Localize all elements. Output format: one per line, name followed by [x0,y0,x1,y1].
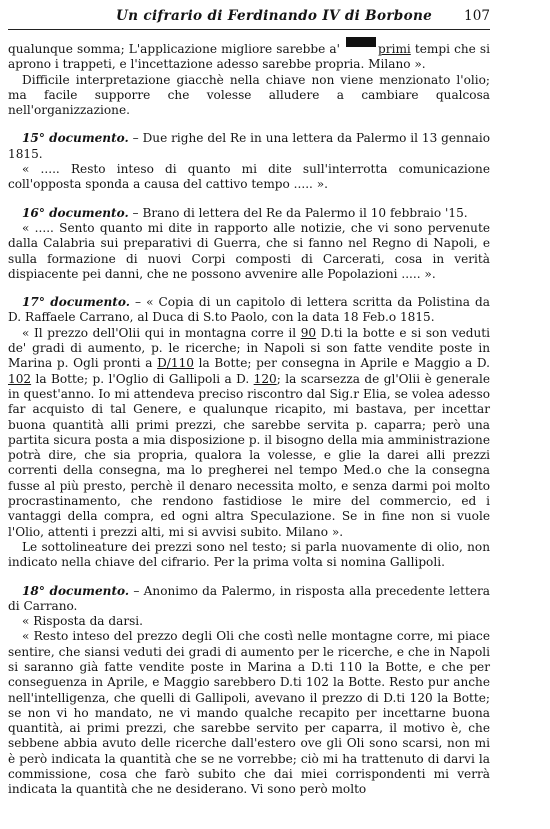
underlined-price: 120 [253,371,277,386]
ink-blot [346,37,376,47]
document-label: 17° documento. [22,295,130,310]
commentary-paragraph: Difficile interpretazione giacchè nella chiave non viene menzionato l'olio; ma facile supporre che volesse alludere a cambiare qualcosa nell'organizzazione. [8,72,490,118]
underlined-price: D/110 [157,356,194,371]
text-run: « Il prezzo dell'Olii qui in montagna corre il [22,325,301,340]
text-run: la Botte; p. l'Oglio di Gallipoli a D. [31,371,254,386]
document-17-note: Le sottolineature dei prezzi sono nel testo; si parla nuovamente di olio, non indicato nella chiave del cifrario. Per la prima volta si nomina Gallipoli. [8,539,490,570]
document-heading-text: – Brano di lettera del Re da Palermo il 10 febbraio '15. [128,205,468,220]
page-number: 107 [464,8,490,24]
paragraph-continuation [8,37,490,73]
underlined-word: primi [378,42,411,56]
document-18-heading [8,584,490,615]
underlined-price: 90 [300,325,317,340]
document-18-quote: « Resto inteso del prezzo degli Oli che costì nelle montagne corre, mi piace sentire, che siansi veduti dei gradi di aumento per le ricerche, e che in Napoli si saranno già fatte vendite poste in Marina a D.ti 110 la Botte, e che per conseguenza in Aprile, e Maggio sarebbero D.ti 102 la Botte. Resto pur anche nell'intelligenza, che quelli di Gallipoli, avevano il prezzo di D.ti 120 la Botte; se non vi ho mandato, ne vi mando qualche recapito per incettarne buona quantità, ai primi prezzi, che sarebbe servito per caparra, il motivo è, che sebbene abbia avuto delle ricerche dall'estero ove gli Oli sono scarsi, non mi è però indicata la quantità che se ne vorrebbe; ciò mi ha trattenuto di darvi la commissione, cosa che farò subito che dai miei corrispondenti mi verrà indicata la quantità che ne desiderano. Vi sono però molto [8,629,490,797]
document-18-subheading: « Risposta da darsi. [22,614,144,629]
running-title: Un cifrario di Ferdinando IV di Borbone [116,8,433,24]
text-run: D.ti la botte e si son veduti de' gradi di aumento, p. le ricerche; in Napoli si son fatte vendite poste in Marina p. Ogli pronti a [8,325,490,371]
text-run: qualunque somma; L'applicazione migliore sarebbe a' [8,42,345,56]
document-heading-text: – Due righe del Re in una lettera da Palermo il 13 gennaio 1815. [8,131,490,161]
page-body [8,37,490,798]
document-heading-text: – « Copia di un capitolo di lettera scritta da Polistina da D. Raffaele Carrano, al Duca di S.to Paolo, con la data 18 Feb.o 1815. [8,295,490,325]
document-heading-text: – Anonimo da Palermo, in risposta alla precedente lettera di Carrano. [8,583,491,613]
document-label: 15° documento. [22,131,129,146]
text-run: ; la scarsezza de gl'Olii è generale in quest'anno. Io mi attendeva preciso riscontro dal Sig.r Elia, se volea adesso far acquisto di tal Genere, e qualunque ricapito, mi bastava, per incettar buona quantità alli primi prezzi, che sarebbe servita p. caparra; però una partita sicura posta a mia disposizione p. il bisogno della mia amministrazione potrà dire, che sia propria, qualora la volesse, e glie la darei alli prezzi correnti della consegna, ma lo pregherei nel tempo Med.o che la consegna fusse al più presto, perchè il denaro necessita molto, e senza darmi poi molto procrastinamento, che rendono fastidiose le mire del commercio, ed i vantaggi della compra, ed ogni altra Speculazione. Se in fine non si vuole l'Olio, attenti i prezzi alti, mi si avvisi subito. Milano ». [8,371,491,539]
document-17-quote [8,326,490,540]
text-run: tempi che si aprono i trappeti, e l'incettazione adesso sarebbe propria. Milano ». [8,42,490,72]
document-15-quote: « ..... Resto inteso di quanto mi dite sull'interrotta comunicazione coll'opposta sponda a causa del cattivo tempo ..... ». [8,162,490,192]
document-label: 16° documento. [22,205,129,220]
document-page [8,0,490,829]
document-16-heading [8,206,490,221]
running-header [8,7,490,30]
document-label: 18° documento. [22,583,130,598]
document-16-quote: « ..... Sento quanto mi dite in rapporto alle notizie, che vi sono pervenute dalla Calabria sui preparativi di Guerra, che si fanno nel Regno di Napoli, e sulla formazione di nuovi Corpi composti di Carcerati, cosa in verità dispiacente pei danni, che ne possono avvenire alle Popolazioni ..... ». [8,220,490,281]
text-run: la Botte; per consegna in Aprile e Maggio a D. [193,356,490,371]
document-15-heading [8,131,490,162]
underlined-price: 102 [8,371,32,386]
document-17-heading [8,295,490,326]
